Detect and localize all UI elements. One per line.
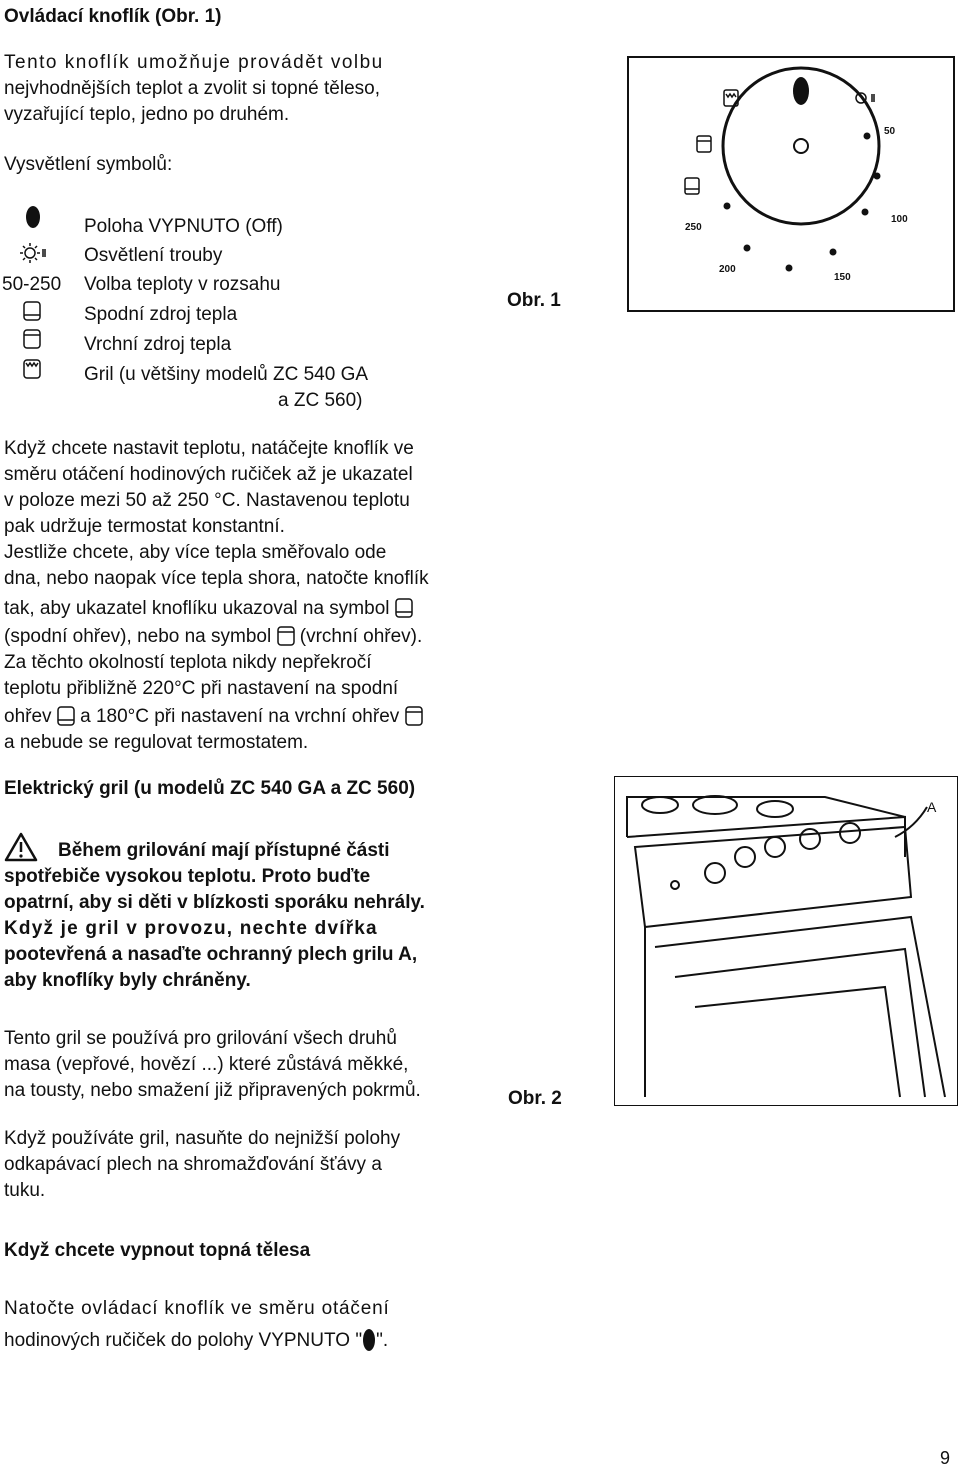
temp-line-3: v poloze mezi 50 až 250 °C. Nastavenou teplotu <box>4 490 410 511</box>
page-number: 9 <box>940 1448 951 1468</box>
temp-setting-text <box>4 436 454 756</box>
section-title-control-knob: Ovládací knoflík (Obr. 1) <box>4 6 222 27</box>
intro-line-3: vyzařující teplo, jedno po druhém. <box>4 104 290 125</box>
temp-line-5: Jestliže chcete, aby více tepla směřovalo ode <box>4 542 387 563</box>
warning-line-6: aby knoflíky byly chráněny. <box>4 970 251 991</box>
warning-line-4: Když je gril v provozu, nechte dvířka <box>4 918 378 939</box>
temp-line-11b: a 180°C při nastavení na vrchní ohřev <box>80 706 400 727</box>
grill-usage-text <box>4 1026 464 1104</box>
temp-line-11-row <box>4 704 454 730</box>
switch-off-line-2b: ". <box>376 1330 389 1351</box>
warning-line-3: opatrní, aby si děti v blízkosti sporáku nehrály. <box>4 892 425 913</box>
switch-off-line-2-row <box>4 1328 388 1354</box>
warning-line-5: pootevřená a nasaďte ochranný plech grilu A, <box>4 944 418 965</box>
top-heat-icon <box>405 706 423 726</box>
drip-line-2: odkapávací plech na shromažďování šťávy a <box>4 1154 382 1175</box>
dial-label-250: 250 <box>685 222 702 233</box>
temp-line-7-row <box>4 596 454 622</box>
symbol-label-range: Volba teploty v rozsahu <box>84 274 281 295</box>
off-position-icon <box>362 1328 376 1352</box>
temp-range-code: 50-250 <box>2 274 62 295</box>
section-title-switch-off: Když chcete vypnout topná tělesa <box>4 1240 311 1261</box>
symbol-label-off: Poloha VYPNUTO (Off) <box>84 216 283 237</box>
figure-2-label: Obr. 2 <box>508 1088 562 1109</box>
warning-line-1: Během grilování mají přístupné části <box>58 840 390 861</box>
intro-line-1: Tento knoflík umožňuje provádět volbu <box>4 52 384 73</box>
temp-line-9: Za těchto okolností teplota nikdy nepřekročí <box>4 652 372 673</box>
bottom-heat-icon <box>57 706 75 726</box>
temp-line-8-row <box>4 624 454 650</box>
bottom-heat-icon <box>395 598 413 618</box>
grill-warning <box>4 838 456 994</box>
switch-off-line-1: Natočte ovládací knoflík ve směru otáčení <box>4 1298 390 1319</box>
dial-label-100: 100 <box>891 214 908 225</box>
drip-line-3: tuku. <box>4 1180 46 1201</box>
temp-line-4: pak udržuje termostat konstantní. <box>4 516 285 537</box>
symbol-label-grill: Gril (u většiny modelů ZC 540 GA <box>84 364 369 385</box>
symbol-label-grill-2: a ZC 560) <box>278 390 363 411</box>
temp-line-10: teplotu přibližně 220°C při nastavení na spodní <box>4 678 399 699</box>
figure-1-label: Obr. 1 <box>507 290 561 311</box>
switch-off-line-2a: hodinových ručiček do polohy VYPNUTO " <box>4 1330 363 1351</box>
symbol-label-top: Vrchní zdroj tepla <box>84 334 232 355</box>
temp-line-8b: (vrchní ohřev). <box>299 626 423 647</box>
temp-line-6: dna, nebo naopak více tepla shora, natočte knoflík <box>4 568 429 589</box>
temp-line-8: (spodní ohřev), nebo na symbol <box>4 626 272 647</box>
cooker-drawing <box>615 777 955 1103</box>
drip-line-1: Když používáte gril, nasuňte do nejnižší polohy <box>4 1128 401 1149</box>
dial-label-50: 50 <box>884 126 896 137</box>
temp-line-1: Když chcete nastavit teplotu, natáčejte knoflík ve <box>4 438 414 459</box>
figure-2-marker-a: A <box>927 799 937 815</box>
bottom-heat-icon <box>22 300 42 322</box>
dial-label-200: 200 <box>719 264 736 275</box>
figure-2-cooker-panel <box>614 776 958 1106</box>
figure-1-dial-panel <box>627 56 955 312</box>
temp-line-2: směru otáčení hodinových ručiček až je ukazatel <box>4 464 413 485</box>
dial-label-150: 150 <box>834 272 851 283</box>
symbol-label-light: Osvětlení trouby <box>84 245 223 266</box>
usage-line-2: masa (vepřové, hovězí ...) které zůstává měkké, <box>4 1054 409 1075</box>
intro-line-2: nejvhodnějších teplot a zvolit si topné těleso, <box>4 78 381 99</box>
top-heat-icon <box>22 328 42 350</box>
drip-tray-text <box>4 1126 464 1204</box>
symbol-label-bottom: Spodní zdroj tepla <box>84 304 238 325</box>
top-heat-icon <box>277 626 295 646</box>
warning-line-2: spotřebiče vysokou teplotu. Proto buďte <box>4 866 371 887</box>
usage-line-1: Tento gril se používá pro grilování všech druhů <box>4 1028 397 1049</box>
usage-line-3: na tousty, nebo smažení již připravených pokrmů. <box>4 1080 421 1101</box>
oven-light-icon <box>18 240 46 266</box>
section-title-grill: Elektrický gril (u modelů ZC 540 GA a ZC 560) <box>4 778 416 799</box>
temp-line-11a: ohřev <box>4 706 52 727</box>
legend-title: Vysvětlení symbolů: <box>4 154 173 175</box>
grill-icon <box>22 358 42 380</box>
temp-line-12: a nebude se regulovat termostatem. <box>4 732 309 753</box>
dial-drawing <box>629 58 953 310</box>
temp-line-7: tak, aby ukazatel knoflíku ukazoval na symbol <box>4 598 390 619</box>
off-position-icon <box>24 204 42 230</box>
